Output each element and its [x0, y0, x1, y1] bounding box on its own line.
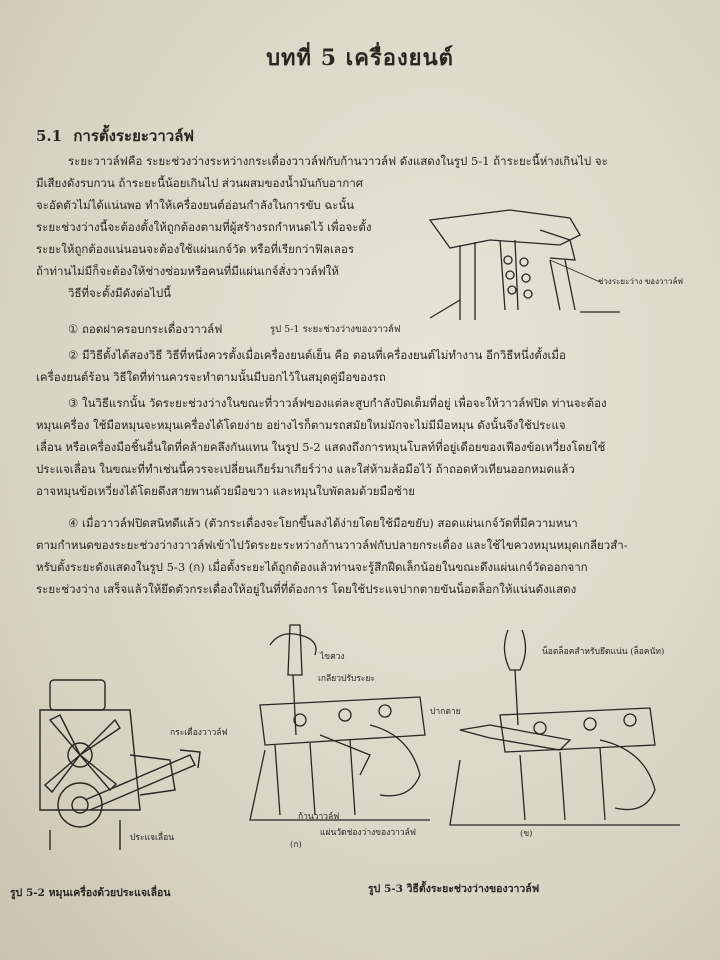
- fig52-wrench-label: ประแจเลื่อน: [130, 833, 175, 843]
- fig53a-screwdriver-label: ไขควง: [320, 652, 345, 662]
- fig52-caption: รูป 5-2 หมุนเครื่องด้วยประแจเลื่อน: [10, 887, 171, 899]
- step-4-line: หรับตั้งระยะดังแสดงในรูป 5-3 (ก) เมื่อตั้งระยะได้ถูกต้องแล้วท่านจะรู้สึกฝืดเล็กน้อยในขณะดึงแผ่นเกจ์วัดออกจาก: [36, 560, 588, 574]
- paragraph-line: ระยะให้ถูกต้องแน่นอนจะต้องใช้แผ่นเกจ์วัด หรือที่เรียกว่าฟิลเลอร: [36, 242, 355, 256]
- step-4-line: ระยะช่วงว่าง เสร็จแล้วให้ยึดตัวกระเดื่องให้อยู่ในที่ที่ต้องการ โดยใช้ประแจปากตายขันน็อตล็อกให้แน่นดังแสดง: [36, 582, 577, 596]
- step-1: ① ถอดฝาครอบกระเดื่องวาวล์ฟ: [68, 322, 223, 336]
- section-heading: [36, 124, 194, 148]
- paragraph-line: ระยะวาวล์ฟคือ ระยะช่วงว่างระหว่างกระเดื่องวาวล์ฟกับก้านวาวล์ฟ ดังแสดงในรูป 5-1 ถ้าระยะนี้ห่างเกินไป จะ: [68, 154, 608, 168]
- step-2-line: ② มีวิธีตั้งได้สองวิธี วิธีที่หนึ่งควรตั้งเมื่อเครื่องยนต์เย็น คือ ตอนที่เครื่องยนต์ไม่ทำงาน อีกวิธีหนึ่งตั้งเมื่อ: [68, 348, 566, 362]
- paragraph-line: ระยะช่วงว่างนี้จะต้องตั้งให้ถูกต้องตามที่ผู้สร้างรถกำหนดไว้ เพื่อจะตั้ง: [36, 220, 372, 234]
- step-3-line: เลื่อน หรือเครื่องมือชิ้นอื่นใดที่คล้ายคลึงกันแทน ในรูป 5-2 แสดงถึงการหมุนโบลท์ที่อยู่เดือยของเฟืองข้อเหวี่ยงโดยใช้: [36, 440, 606, 454]
- step-4-line: ④ เมื่อวาวล์ฟปิดสนิทดีแล้ว (ตัวกระเดื่องจะโยกขึ้นลงได้ง่ายโดยใช้มือขยับ) สอดแผ่นเกจ์วัดที่มีความหนา: [68, 516, 578, 530]
- paragraph-line: ถ้าท่านไม่มีก็จะต้องให้ช่างซ่อมหรือคนที่มีแผ่นเกจ์สั่งวาวล์ฟให้: [36, 264, 339, 278]
- fig53a-gauge-label: แผ่นวัดช่องว่างของวาวล์ฟ: [320, 828, 416, 838]
- section-title: การตั้งระยะวาวล์ฟ: [73, 127, 195, 145]
- fig53b-nut-label: น็อตล็อคสำหรับยึดแน่น (ล็อคนัท): [542, 647, 665, 657]
- fig53a-stem-label: ก้านวาวล์ฟ: [298, 812, 340, 822]
- step-3-line: ③ ในวิธีแรกนั้น วัดระยะช่วงว่างในขณะที่วาวล์ฟของแต่ละสูบกำลังปิดเต็มที่อยู่ เพื่อจะให้วาวล์ฟปิด ท่านจะต้อง: [68, 396, 607, 410]
- figure-5-3a: [170, 625, 440, 855]
- paragraph-line: จะอัดตัวไม่ได้แน่นพอ ทำให้เครื่องยนต์อ่อนกำลังในการขับ ฉะนั้น: [36, 198, 355, 212]
- step-3-line: อาจหมุนข้อเหวี่ยงได้โดยดึงสายพานด้วยมือขวา และหมุนใบพัดลมด้วยมือซ้าย: [36, 484, 416, 498]
- fig53b-wrench-label: ปากตาย: [430, 707, 461, 717]
- fig53a-rocker-label: กระเดื่องวาวล์ฟ: [170, 728, 228, 738]
- fig51-gap-label: ช่วงระยะว่าง ของวาวล์ฟ: [598, 277, 684, 286]
- step-3-line: ประแจเลื่อน ในขณะที่ทำเช่นนี้ควรจะเปลี่ยนเกียร์มาเกียร์ว่าง และใส่ห้ามล้อมือไว้ ถ้าถอดหัวเทียนออกหมดแล้ว: [36, 462, 575, 476]
- fig53b-mark: (ข): [520, 829, 533, 839]
- paragraph-line: วิธีที่จะตั้งมีดังต่อไปนี้: [68, 286, 172, 300]
- locknut-wrench-drawing: [430, 630, 700, 850]
- figure-5-3b: [430, 630, 700, 850]
- fig51-caption: รูป 5-1 ระยะช่วงว่างของวาวล์ฟ: [270, 324, 401, 335]
- section-number: 5.1: [36, 127, 63, 145]
- fig53a-mark: (ก): [290, 840, 302, 850]
- step-3-line: หมุนเครื่อง ใช้มือหมุนจะหมุนเครื่องได้โดยง่าย อย่างไรก็ตามรถสมัยใหม่มักจะไม่มีมือหมุน ดังนั้นจึงใช้ประแจ: [36, 418, 566, 432]
- step-4-line: ตามกำหนดของระยะช่วงว่างวาวล์ฟเข้าไปวัดระยะระหว่างก้านวาวล์ฟกับปลายกระเดื่อง และใช้ไขควงหมุนหมุดเกลียวสำ-: [36, 538, 628, 552]
- valve-rocker-drawing: [420, 200, 684, 330]
- chapter-title: บทที่ 5 เครื่องยนต์: [266, 45, 454, 71]
- step-2-line: เครื่องยนต์ร้อน วิธีใดที่ท่านควรจะทำตามนั้นมีบอกไว้ในสมุดคู่มือของรถ: [36, 370, 386, 384]
- fig53a-screw-label: เกลียวปรับระยะ: [318, 674, 376, 684]
- fig53-caption: รูป 5-3 วิธีตั้งระยะช่วงว่างของวาวล์ฟ: [368, 883, 540, 895]
- paragraph-line: มีเสียงดังรบกวน ถ้าระยะนี้น้อยเกินไป ส่วนผสมของน้ำมันกับอากาศ: [36, 176, 364, 190]
- figure-5-1: [420, 200, 684, 330]
